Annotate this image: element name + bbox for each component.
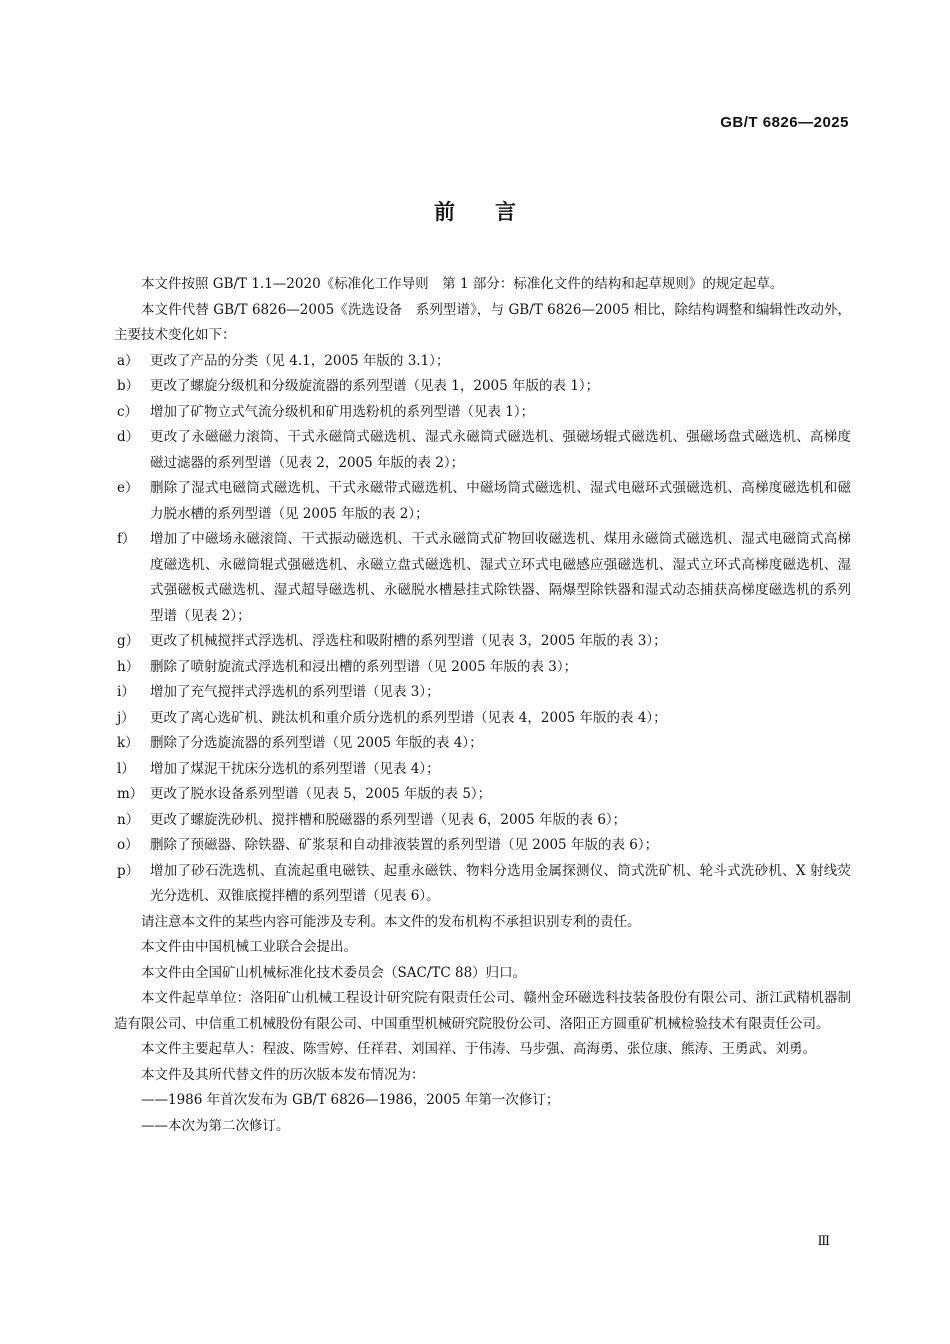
page-title [0, 196, 950, 226]
list-item-text: 更改了产品的分类（见 4.1，2005 年版的 3.1）； [150, 352, 450, 369]
list-item-text: 更改了螺旋洗砂机、搅拌槽和脱磁器的系列型谱（见表 6，2005 年版的表 6）； [150, 811, 627, 828]
list-item-mark: n） [117, 811, 140, 828]
list-item [114, 808, 851, 834]
list-item [114, 757, 851, 783]
list-item-text: 更改了脱水设备系列型谱（见表 5，2005 年版的表 5）； [150, 786, 492, 802]
list-item [114, 731, 851, 757]
list-item [114, 833, 851, 859]
standard-number: GB/T 6826—2025 [720, 114, 849, 131]
intro-paragraph-replacement: 本文件代替 GB/T 6826—2005《洗选设备 系列型谱》，与 GB/T 6826—2005 相比，除结构调整和编辑性改动外，主要技术变化如下： [114, 301, 851, 343]
list-item [114, 782, 851, 808]
list-item-text: 删除了喷射旋流式浮选机和浸出槽的系列型谱（见 2005 年版的表 3）； [150, 658, 578, 675]
main-drafters: 本文件主要起草人：程波、陈雪婷、任祥君、刘国祥、于伟涛、马步强、高海勇、张位康、熊涛、王勇武、刘勇。 [141, 1041, 816, 1057]
list-item-text: 增加了充气搅拌式浮选机的系列型谱（见表 3）； [150, 684, 440, 700]
list-item-text: 更改了离心选矿机、跳汰机和重介质分选机的系列型谱（见表 4，2005 年版的表 4）； [150, 709, 667, 726]
list-item-mark: c） [117, 403, 139, 420]
version-history-item: ——1986 年首次发布为 GB/T 6826—1986，2005 年第一次修订； [141, 1092, 560, 1108]
version-history-intro: 本文件及其所代替文件的历次版本发布情况为： [141, 1066, 425, 1083]
list-item-text: 删除了预磁器、除铁器、矿浆泵和自动排液装置的系列型谱（见 2005 年版的表 6）； [150, 837, 659, 853]
technical-changes-list [114, 349, 851, 910]
list-item-mark: k） [117, 735, 139, 751]
list-item-mark: b） [117, 378, 140, 394]
list-item [114, 655, 851, 681]
list-item-text: 增加了矿物立式气流分级机和矿用选粉机的系列型谱（见表 1）； [150, 403, 535, 420]
list-item-mark: j） [117, 709, 135, 726]
list-item-mark: g） [117, 633, 140, 649]
list-item-text: 删除了分选旋流器的系列型谱（见 2005 年版的表 4）； [150, 735, 483, 751]
list-item-text: 增加了煤泥干扰床分选机的系列型谱（见表 4）； [150, 760, 440, 777]
list-item-mark: d） [117, 429, 140, 445]
list-item [114, 527, 851, 629]
list-item [114, 629, 851, 655]
list-item [114, 374, 851, 400]
proposed-by: 本文件由中国机械工业联合会提出。 [141, 939, 357, 955]
list-item-mark: e） [117, 480, 139, 496]
list-item [114, 400, 851, 426]
version-history-item: ——本次为第二次修订。 [141, 1117, 290, 1134]
list-item-mark: p） [117, 862, 140, 879]
centralized-by: 本文件由全国矿山机械标准化技术委员会（SAC/TC 88）归口。 [141, 964, 527, 981]
list-item [114, 425, 851, 476]
list-item [114, 476, 851, 527]
list-item-text: 更改了机械搅拌式浮选机、浮选柱和吸附槽的系列型谱（见表 3，2005 年版的表 3）； [150, 633, 667, 649]
list-item-mark: a） [117, 352, 139, 369]
page-title-part-2: 言 [495, 200, 516, 224]
page-number: Ⅲ [817, 1234, 830, 1249]
list-item-text: 增加了中磁场永磁滚筒、干式振动磁选机、干式永磁筒式矿物回收磁选机、煤用永磁筒式磁选机、湿式电磁筒式高梯度磁选机、永磁筒辊式强磁选机、永磁立盘式磁选机、湿式立环式电磁感应强磁选机、湿式立环式高梯度磁选机、湿式强磁板式磁选机、湿式超导磁选机、永磁脱水槽悬挂式除铁器、隔爆型除铁器和湿式动态捕获高梯度磁选机的系列型谱（见表 2）； [150, 531, 851, 624]
intro-paragraph-drafting-rule: 本文件按照 GB/T 1.1—2020《标准化工作导则 第 1 部分：标准化文件的结构和起草规则》的规定起草。 [141, 276, 784, 292]
list-item [114, 706, 851, 732]
list-item-text: 增加了砂石洗选机、直流起重电磁铁、起重永磁铁、物料分选用金属探测仪、筒式洗矿机、轮斗式洗砂机、X 射线荧光分选机、双锥底搅拌槽的系列型谱（见表 6）。 [150, 862, 851, 904]
list-item-mark: m） [117, 786, 144, 802]
list-item-mark: l） [117, 760, 135, 777]
list-item-mark: o） [117, 837, 139, 853]
list-item [114, 680, 851, 706]
list-item [114, 349, 851, 375]
foreword-body [114, 272, 851, 1139]
list-item-text: 更改了永磁磁力滚筒、干式永磁筒式磁选机、湿式永磁筒式磁选机、强磁场辊式磁选机、强磁场盘式磁选机、高梯度磁过滤器的系列型谱（见表 2，2005 年版的表 2）； [150, 429, 851, 471]
list-item-mark: f） [117, 531, 136, 547]
list-item-text: 删除了湿式电磁筒式磁选机、干式永磁带式磁选机、中磁场筒式磁选机、湿式电磁环式强磁选机、高梯度磁选机和磁力脱水槽的系列型谱（见 2005 年版的表 2）； [150, 480, 851, 522]
list-item [114, 859, 851, 910]
drafting-units: 本文件起草单位：洛阳矿山机械工程设计研究院有限责任公司、赣州金环磁选科技装备股份有限公司、浙江武精机器制造有限公司、中信重工机械股份有限公司、中国重型机械研究院股份公司、洛阳正方圆重矿机械检验技术有限责任公司。 [114, 990, 851, 1032]
list-item-mark: h） [117, 658, 140, 675]
list-item-mark: i） [117, 684, 135, 700]
patent-notice: 请注意本文件的某些内容可能涉及专利。本文件的发布机构不承担识别专利的责任。 [141, 913, 641, 930]
list-item-text: 更改了螺旋分级机和分级旋流器的系列型谱（见表 1，2005 年版的表 1）； [150, 378, 600, 394]
page-title-part-1: 前 [434, 200, 455, 224]
